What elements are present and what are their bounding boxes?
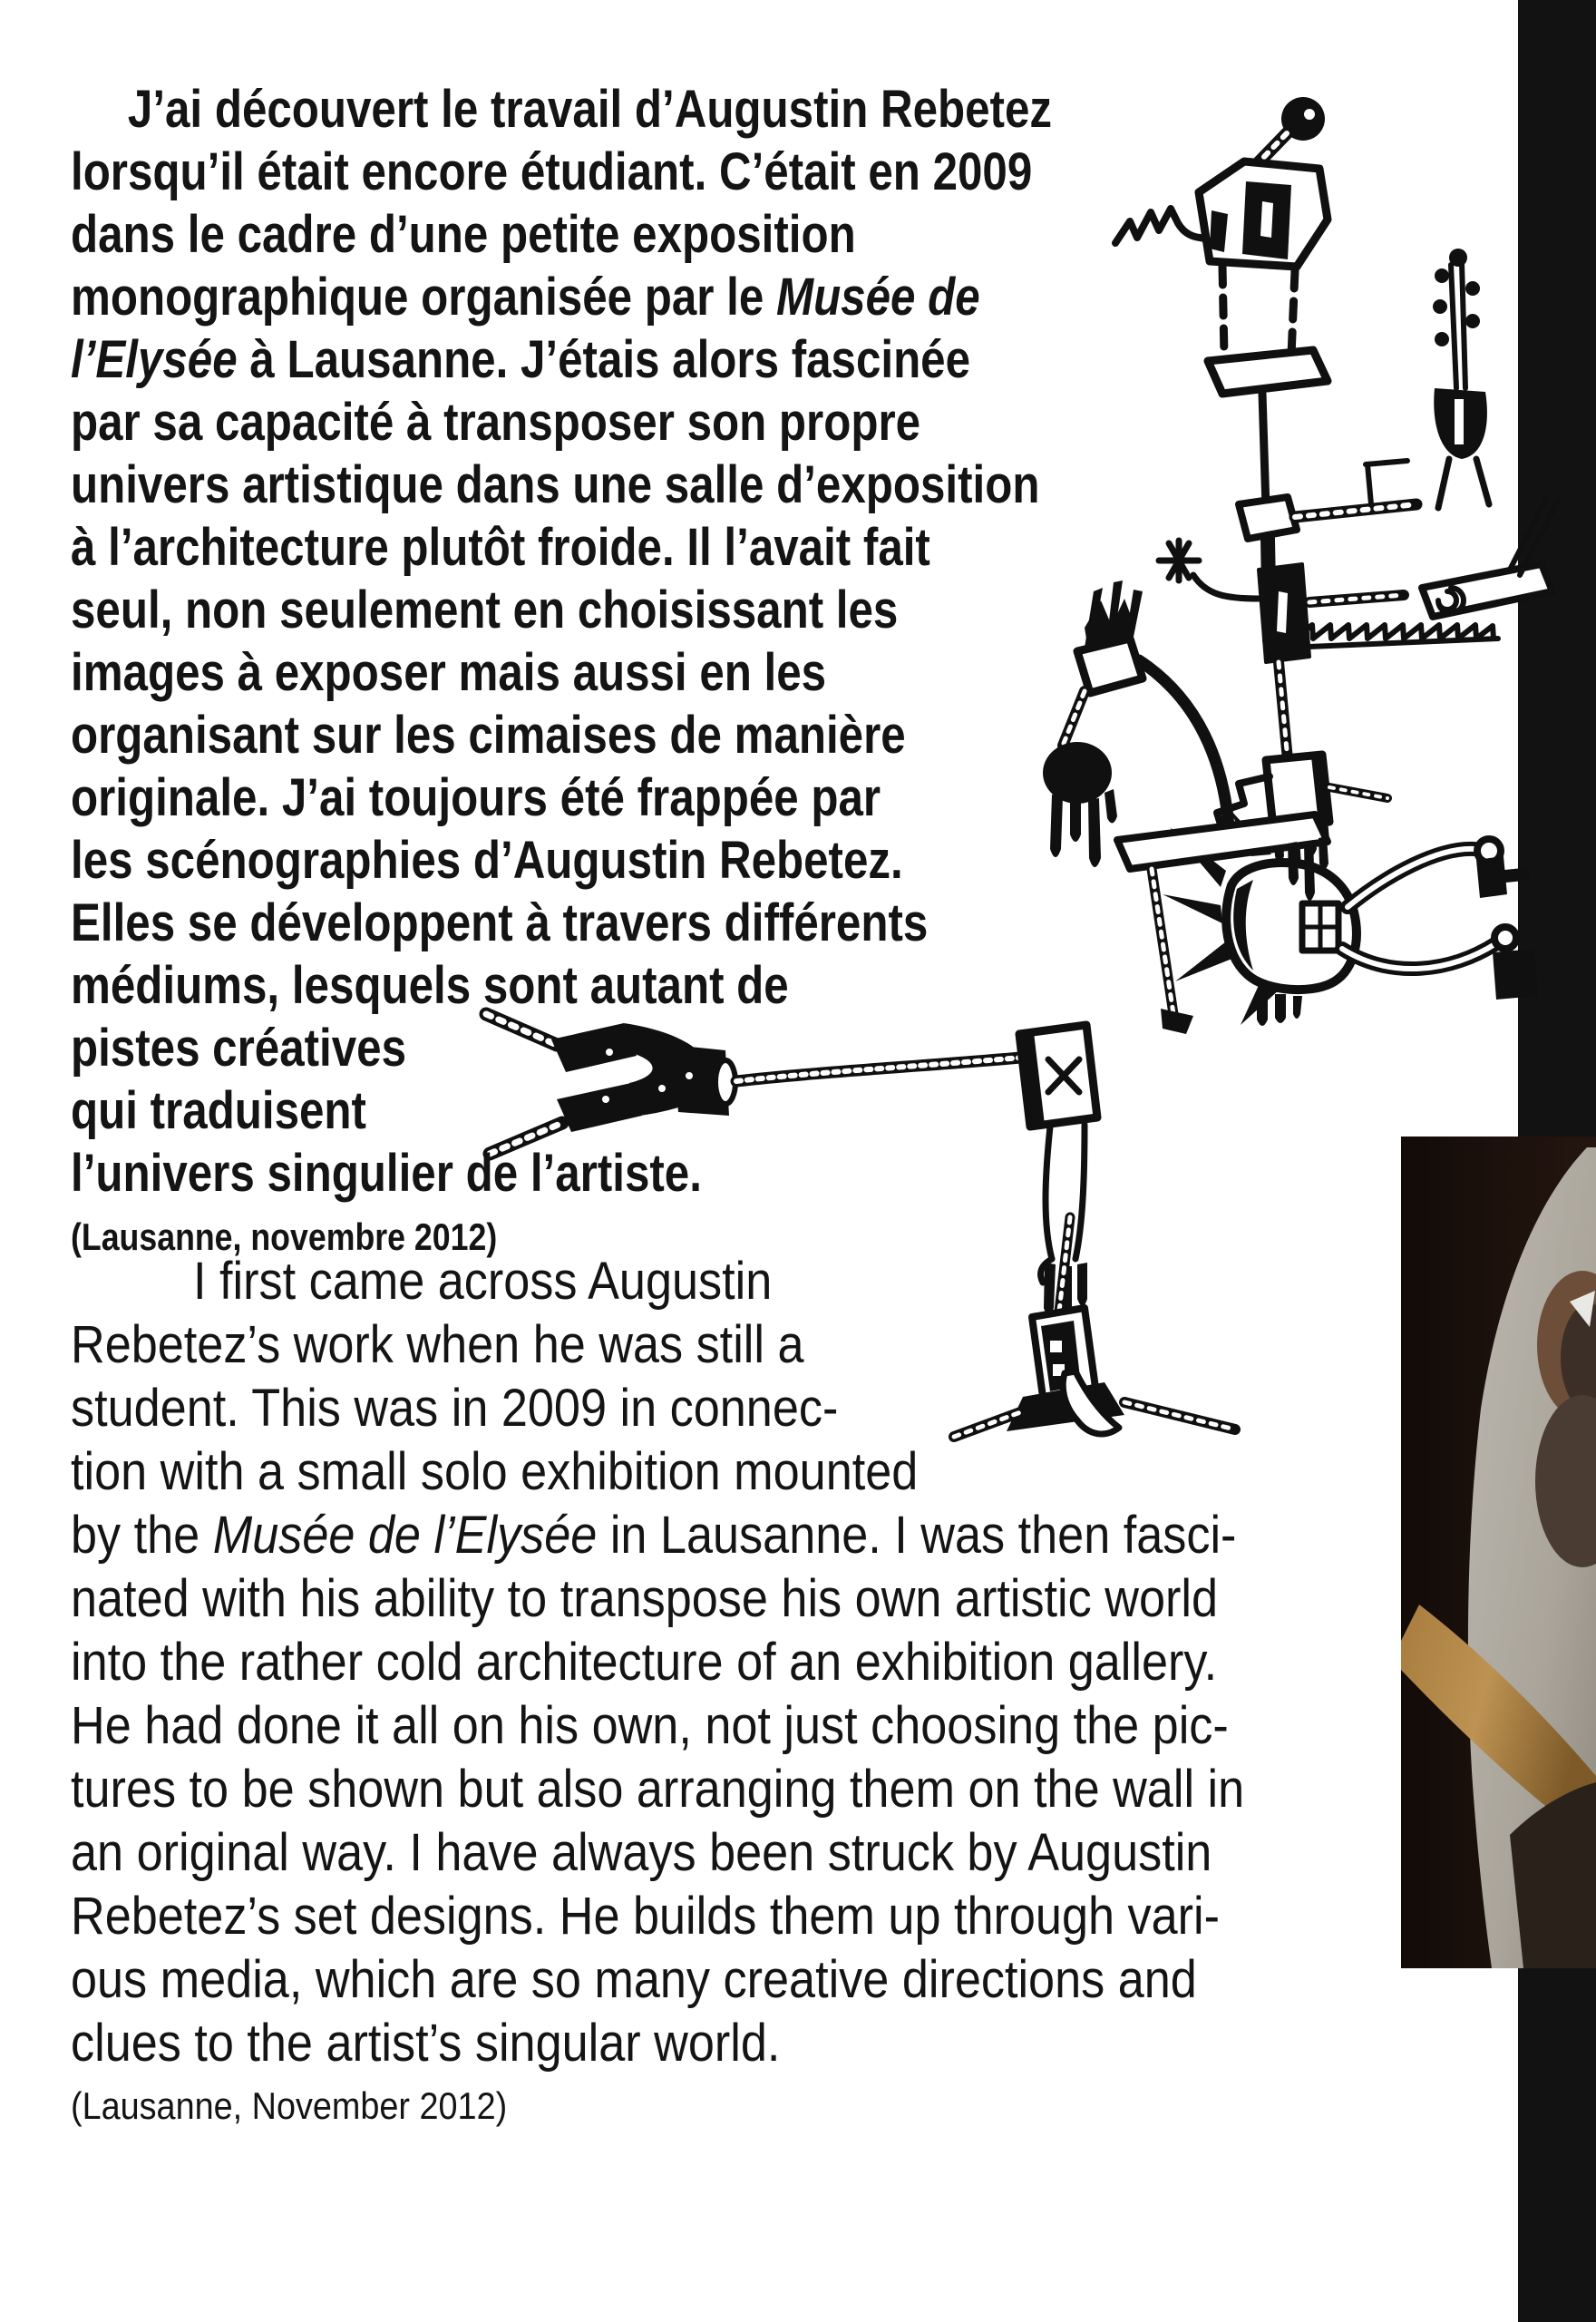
text-segment: à Lausanne. J’étais alors fascinée (237, 330, 971, 389)
spiral-sled-icon (1422, 497, 1558, 617)
text-line (71, 1250, 1244, 1313)
text-line (71, 328, 1052, 391)
text-line (71, 141, 1052, 203)
text-line (71, 766, 1052, 829)
text-segment: Elles se développent à travers différents (71, 893, 929, 952)
text-segment: par sa capacité à transposer son propre (71, 393, 921, 452)
text-line (71, 1758, 1244, 1821)
text-line (71, 1504, 1244, 1567)
english-attribution: (Lausanne, November 2012) (71, 2084, 508, 2127)
italic-text-segment: Musée de l’Elysée (212, 1506, 598, 1565)
french-attribution: (Lausanne, novembre 2012) (71, 1215, 498, 1258)
zigzag-scribble-icon (1115, 209, 1211, 243)
robot-head-box-icon (1199, 161, 1328, 394)
text-segment: les scénographies d’Augustin Rebetez. (71, 831, 903, 890)
text-segment: ous media, which are so many creative directions and (71, 1950, 1197, 2009)
text-segment: organisant sur les cimaises de manière (71, 706, 906, 765)
text-line (71, 203, 1052, 266)
text-segment: dans le cadre d’une petite exposition (71, 205, 856, 264)
text-segment: I first came across Augustin (193, 1252, 773, 1311)
text-line (71, 454, 1052, 516)
text-segment: an original way. I have always been struck by Augustin (71, 1823, 1212, 1882)
text-line (71, 579, 1052, 641)
text-segment: J’ai découvert le travail d’Augustin Rebetez (127, 80, 1053, 139)
text-line (71, 516, 1052, 579)
text-line (71, 1948, 1244, 2012)
text-segment: seul, non seulement en choisissant les (71, 580, 899, 639)
text-line (71, 1079, 1052, 1142)
text-line (71, 1694, 1244, 1758)
text-segment: by the (71, 1506, 213, 1565)
text-line (71, 1567, 1244, 1631)
italic-text-segment: l’Elysée (71, 330, 238, 389)
text-segment: originale. J’ai toujours été frappée par (71, 768, 881, 827)
text-line (71, 641, 1052, 704)
text-line (71, 1885, 1244, 1948)
text-segment: l’univers singulier de l’artiste. (71, 1144, 702, 1203)
text-segment: médiums, lesquels sont autant de (71, 956, 789, 1015)
text-line (71, 704, 1052, 766)
text-line (71, 1017, 1052, 1079)
english-paragraph (71, 1250, 1244, 2075)
text-line (71, 1821, 1244, 1885)
text-segment: pistes créatives (71, 1019, 407, 1078)
text-line (71, 892, 1052, 954)
text-segment: nated with his ability to transpose his own artistic world (71, 1569, 1218, 1628)
text-segment: into the rather cold architecture of an exhibition gallery. (71, 1633, 1218, 1692)
text-segment: He had done it all on his own, not just choosing the pic- (71, 1696, 1229, 1755)
italic-text-segment: Musée de (776, 268, 980, 327)
text-segment: Rebetez’s set designs. He builds them up through vari- (71, 1887, 1221, 1946)
text-segment: clues to the artist’s singular world. (71, 2014, 781, 2073)
text-line (71, 1440, 1244, 1504)
text-segment: images à exposer mais aussi en les (71, 643, 827, 702)
text-segment: tures to be shown but also arranging them on the wall in (71, 1760, 1245, 1819)
text-segment: qui traduisent (71, 1081, 366, 1140)
text-line (71, 954, 1052, 1017)
wire-plug-upper-icon (1348, 839, 1523, 907)
text-segment: Rebetez’s work when he was still a (71, 1315, 804, 1374)
text-line (71, 1377, 1244, 1440)
text-segment: à l’architecture plutôt froide. Il l’avait fait (71, 518, 930, 577)
text-line (71, 1142, 1052, 1205)
text-segment: student. This was in 2009 in connec- (71, 1379, 839, 1438)
junction-box-icon (1259, 564, 1404, 760)
text-segment: tion with a small solo exhibition mounted (71, 1442, 919, 1501)
asterisk-star-icon (1159, 541, 1259, 599)
text-line (71, 266, 1052, 328)
french-paragraph (71, 78, 1052, 1205)
text-line (71, 2012, 1244, 2075)
text-line (71, 1631, 1244, 1694)
text-line (71, 391, 1052, 454)
text-segment: univers artistique dans une salle d’exposition (71, 455, 1040, 514)
fork-figure-icon (1043, 580, 1230, 867)
text-segment: lorsqu’il était encore étudiant. C’était en 2009 (71, 142, 1033, 201)
guitar-neck-figure-icon (1433, 249, 1489, 508)
text-line (71, 829, 1052, 892)
text-segment: monographique organisée par le (71, 268, 777, 327)
text-line (71, 78, 1052, 141)
text-line (71, 1313, 1244, 1377)
wire-plug-lower-icon (1342, 927, 1538, 1000)
sculpture-photo (1401, 1137, 1596, 1968)
text-segment: in Lausanne. I was then fasci- (597, 1506, 1237, 1565)
